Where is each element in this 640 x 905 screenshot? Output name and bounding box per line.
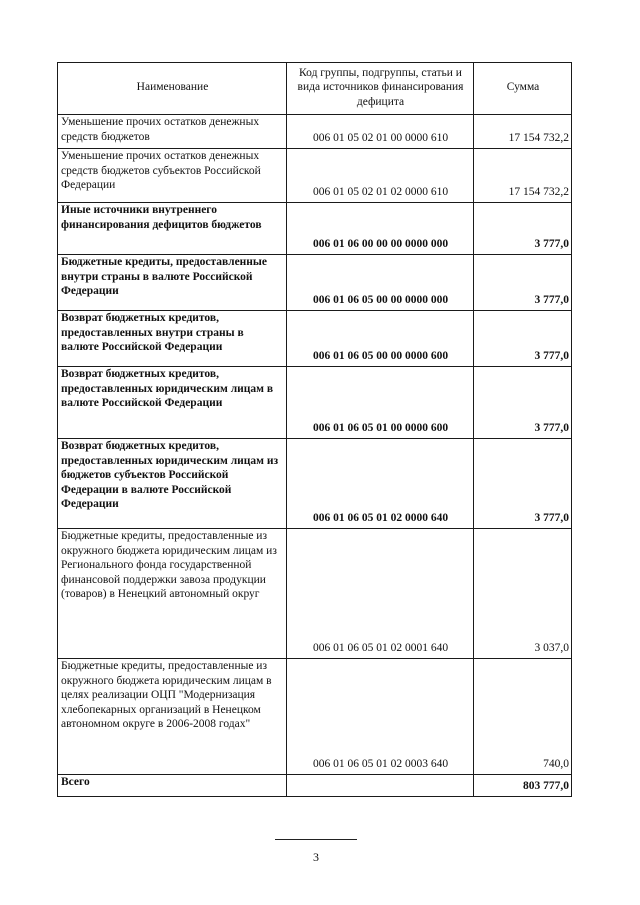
table-row: [58, 775, 572, 797]
footer-rule: [275, 839, 357, 840]
header-sum: Сумма: [474, 63, 572, 115]
table-row: [58, 311, 572, 367]
table-row: [58, 115, 572, 149]
table-row: [58, 659, 572, 775]
row-name: Возврат бюджетных кредитов, предоставленных внутри страны в валюте Российской Федерации: [58, 311, 287, 367]
row-name: Возврат бюджетных кредитов, предоставленных юридическим лицам из бюджетов субъектов Российской Федерации в валюте Российской Федерации: [58, 439, 287, 529]
row-name: Бюджетные кредиты, предоставленные из окружного бюджета юридическим лицам из Регионального фонда государственной финансовой поддержки завоза продукции (товаров) в Ненецкий автономный округ: [58, 529, 287, 659]
row-sum: 3 777,0: [474, 367, 572, 439]
header-name: Наименование: [58, 63, 287, 115]
table-header-row: [58, 63, 572, 115]
row-name: Бюджетные кредиты, предоставленные из окружного бюджета юридическим лицам в целях реализации ОЦП "Модернизация хлебопекарных организаций в Ненецком автономном округе в 2006-2008 годах": [58, 659, 287, 775]
row-sum: 17 154 732,2: [474, 149, 572, 203]
row-code: 006 01 06 05 01 00 0000 600: [287, 367, 474, 439]
table-row: [58, 367, 572, 439]
page-number: 3: [313, 850, 319, 864]
row-code: 006 01 06 00 00 00 0000 000: [287, 203, 474, 255]
row-sum: 803 777,0: [474, 775, 572, 797]
row-code: 006 01 06 05 01 02 0001 640: [287, 529, 474, 659]
row-name: Уменьшение прочих остатков денежных средств бюджетов субъектов Российской Федерации: [58, 149, 287, 203]
row-sum: 3 777,0: [474, 203, 572, 255]
row-code: 006 01 05 02 01 00 0000 610: [287, 115, 474, 149]
table-row: [58, 203, 572, 255]
table-row: [58, 255, 572, 311]
row-name: Всего: [58, 775, 287, 797]
header-code: Код группы, подгруппы, статьи и вида источников финансирования дефицита: [287, 63, 474, 115]
row-code: [287, 775, 474, 797]
row-name: Бюджетные кредиты, предоставленные внутри страны в валюте Российской Федерации: [58, 255, 287, 311]
row-name: Уменьшение прочих остатков денежных средств бюджетов: [58, 115, 287, 149]
table-row: [58, 149, 572, 203]
row-code: 006 01 06 05 00 00 0000 000: [287, 255, 474, 311]
row-code: 006 01 05 02 01 02 0000 610: [287, 149, 474, 203]
financing-sources-table: [57, 62, 572, 797]
row-name: Возврат бюджетных кредитов, предоставленных юридическим лицам в валюте Российской Федерации: [58, 367, 287, 439]
table-row: [58, 439, 572, 529]
table-row: [58, 529, 572, 659]
table-body: [58, 115, 572, 797]
row-sum: 740,0: [474, 659, 572, 775]
row-name: Иные источники внутреннего финансирования дефицитов бюджетов: [58, 203, 287, 255]
row-sum: 17 154 732,2: [474, 115, 572, 149]
row-sum: 3 777,0: [474, 311, 572, 367]
row-sum: 3 777,0: [474, 439, 572, 529]
row-sum: 3 777,0: [474, 255, 572, 311]
row-code: 006 01 06 05 01 02 0000 640: [287, 439, 474, 529]
row-code: 006 01 06 05 01 02 0003 640: [287, 659, 474, 775]
row-sum: 3 037,0: [474, 529, 572, 659]
row-code: 006 01 06 05 00 00 0000 600: [287, 311, 474, 367]
